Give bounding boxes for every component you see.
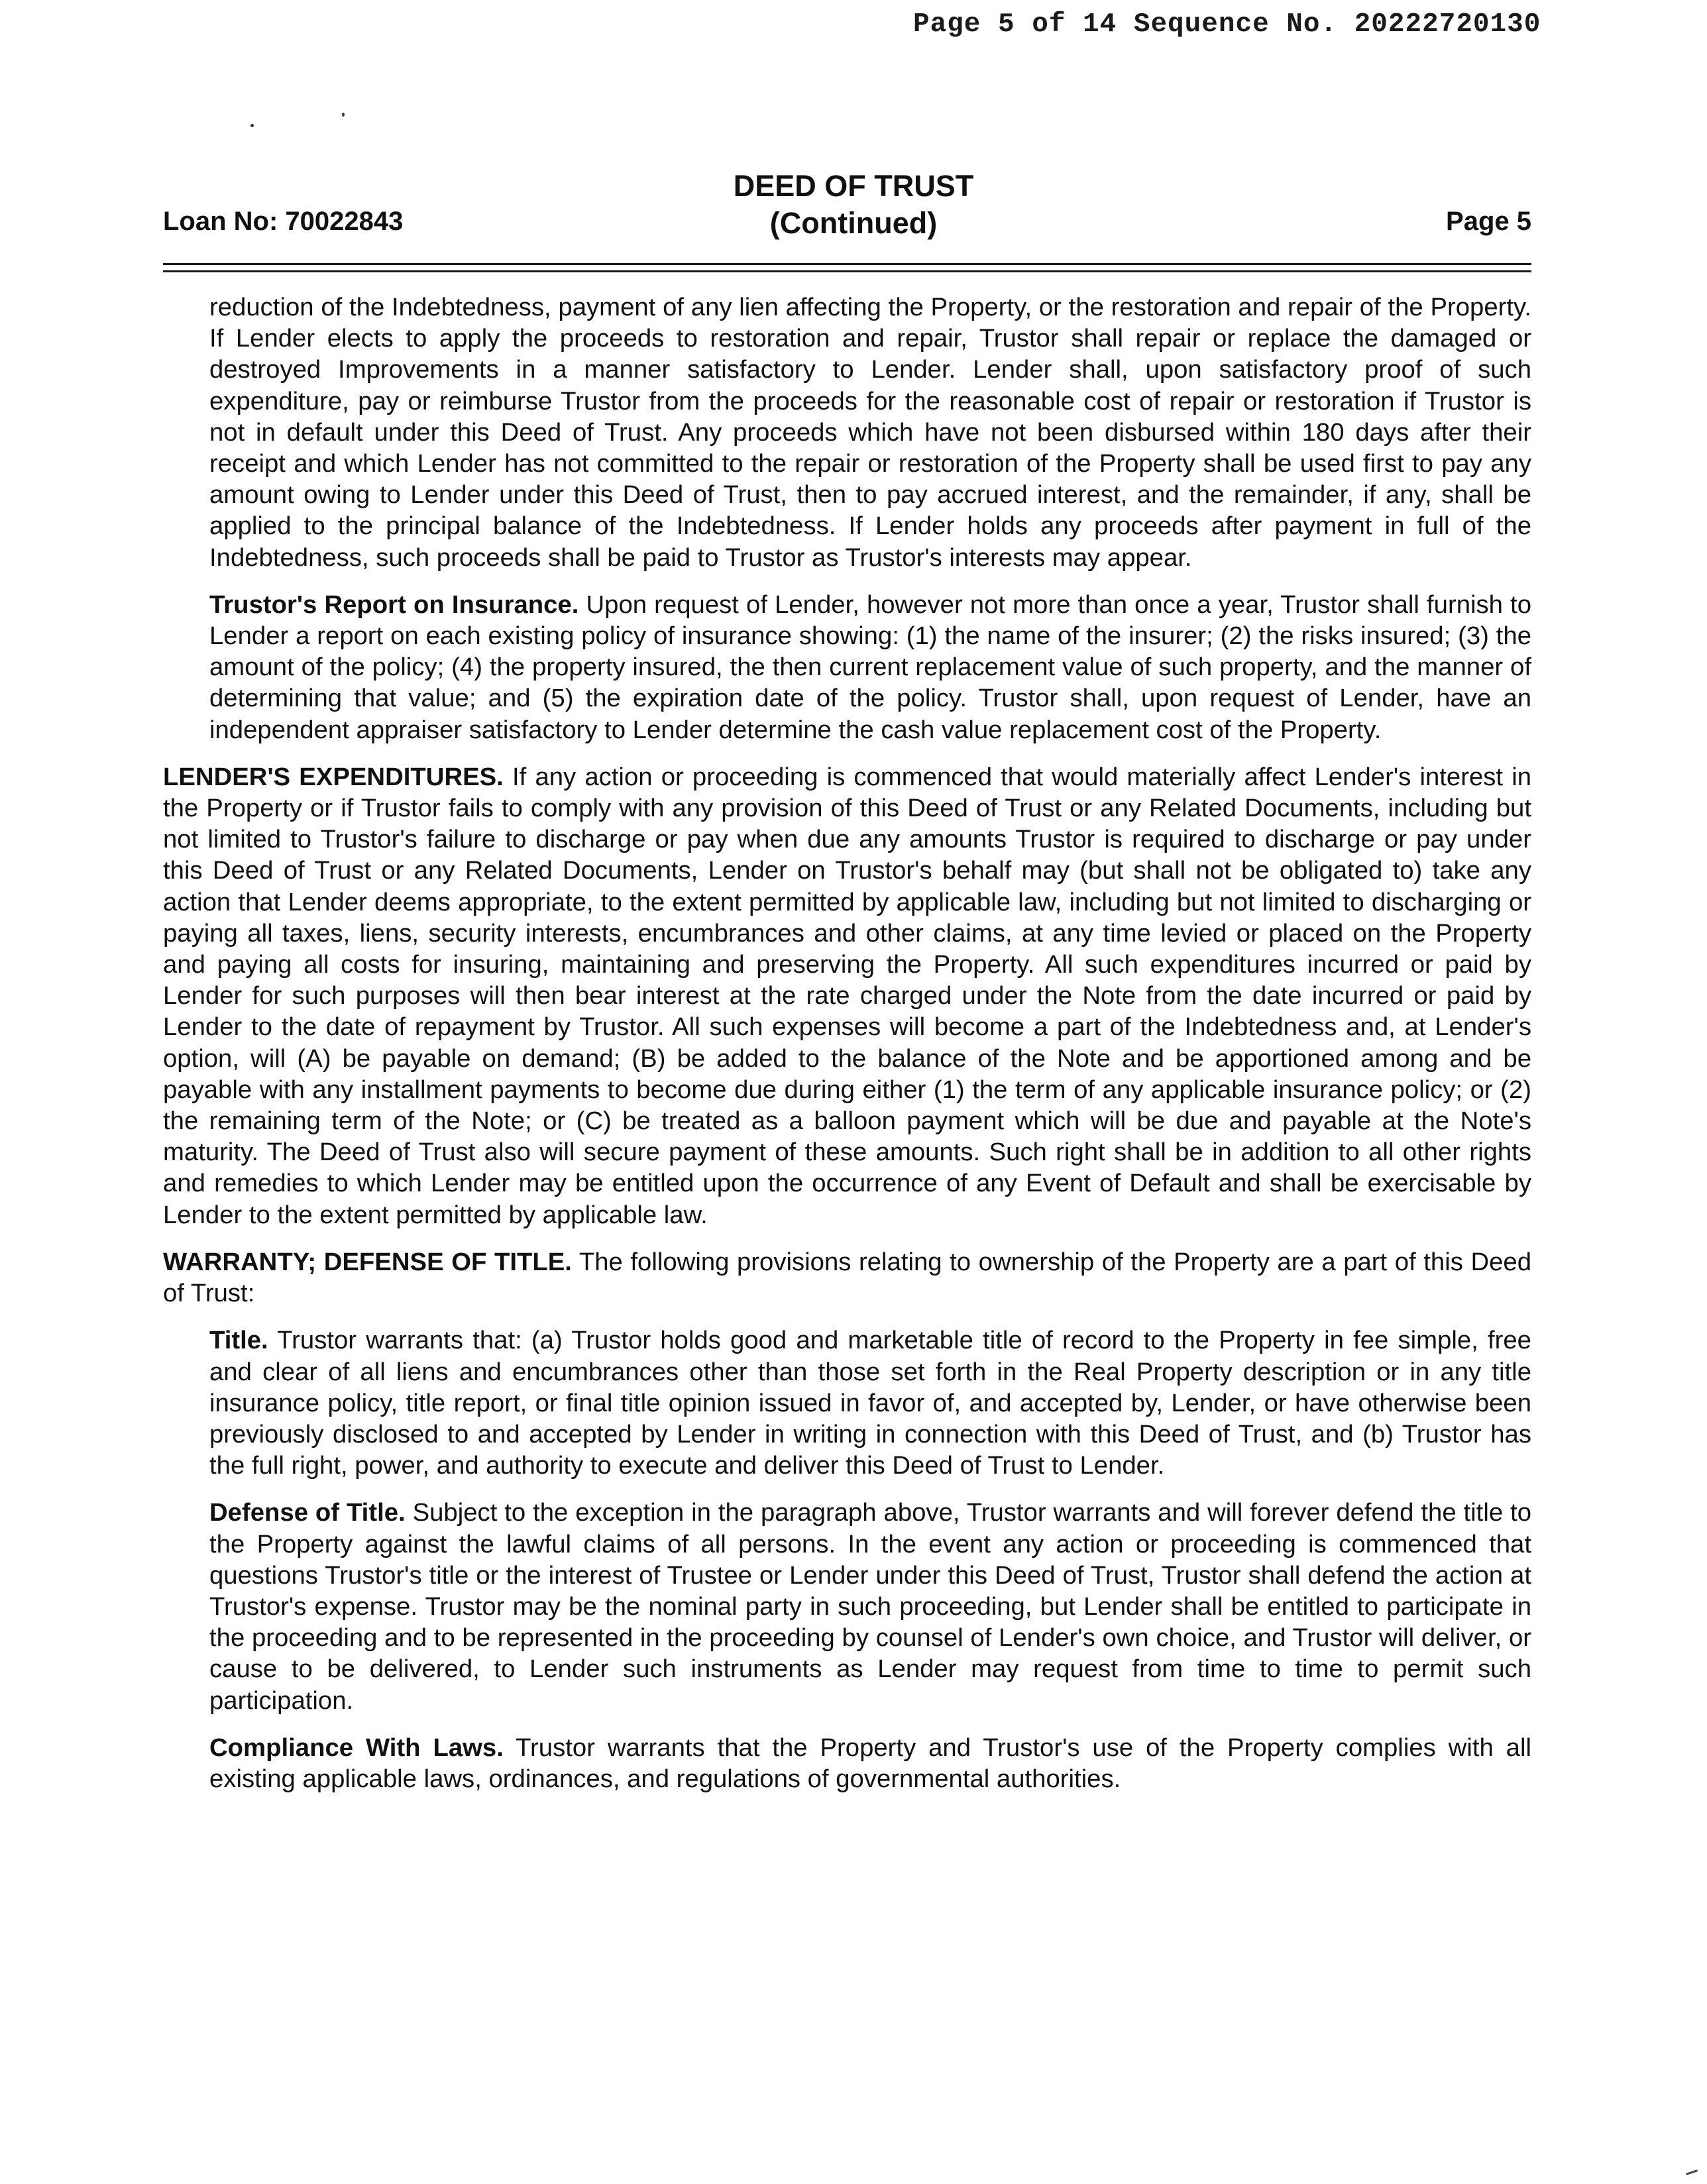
scan-mark: [1686, 2169, 1698, 2175]
section-heading: WARRANTY; DEFENSE OF TITLE.: [163, 1247, 572, 1276]
header-divider-bottom: [163, 270, 1531, 272]
paragraph-text: Subject to the exception in the paragraph above, Trustor warrants and will forever defend the title to the Property against the lawful claims of all persons. In the event any action or proceeding is commenced that questions Trustor's title or the interest of Trustee or Lender under this Deed of Trust, Trustor shall defend the action at Trustor's expense. Trustor may be the nominal party in such proceeding, but Lender shall be entitled to participate in the proceeding and to be represented in the proceeding by counsel of Lender's own choice, and Trustor will deliver, or cause to be delivered, to Lender such instruments as Lender may request from time to time to permit such participation.: [209, 1498, 1531, 1715]
document-title: DEED OF TRUST: [733, 169, 974, 203]
lenders-expenditures-paragraph: [163, 761, 1531, 1230]
paragraph-heading: Compliance With Laws.: [209, 1733, 504, 1762]
insurance-proceeds-paragraph: [209, 292, 1531, 573]
paragraph-text: Trustor warrants that the Property and Trustor's use of the Property complies with all existing applicable laws, ordinances, and regulations of governmental authorities.: [209, 1733, 1531, 1793]
compliance-with-laws-paragraph: [209, 1732, 1531, 1794]
sequence-stamp: Page 5 of 14 Sequence No. 20222720130: [913, 9, 1541, 40]
paragraph-text: reduction of the Indebtedness, payment of any lien affecting the Property, or the restoration and repair of the Property. If Lender elects to apply the proceeds to restoration and repair, Trustor shall repair or replace the damaged or destroyed Improvements in a manner satisfactory to Lender. Lender shall, upon satisfactory proof of such expenditure, pay or reimburse Trustor from the proceeds for the reasonable cost of repair or restoration if Trustor is not in default under this Deed of Trust. Any proceeds which have not been disbursed within 180 days after their receipt and which Lender has not committed to the repair or restoration of the Property shall be used first to pay any amount owing to Lender under this Deed of Trust, then to pay accrued interest, and the remainder, if any, shall be applied to the principal balance of the Indebtedness. If Lender holds any proceeds after payment in full of the Indebtedness, such proceeds shall be paid to Trustor as Trustor's interests may appear.: [209, 293, 1531, 572]
paragraph-text: The following provisions relating to ownership of the Property are a part of this Deed of Trust:: [163, 1247, 1531, 1308]
paragraph-heading: Defense of Title.: [209, 1498, 406, 1527]
scan-speck: [342, 113, 345, 117]
paragraph-heading: Trustor's Report on Insurance.: [209, 590, 579, 619]
insurance-report-paragraph: [209, 589, 1531, 745]
paragraph-text: Trustor warrants that: (a) Trustor holds good and marketable title of record to the Property in fee simple, free and clear of all liens and encumbrances other than those set forth in the Real Property description or in any title insurance policy, title report, or final title opinion issued in favor of, and accepted by, Lender, or have otherwise been previously disclosed to and accepted by Lender in writing in connection with this Deed of Trust, and (b) Trustor has the full right, power, and authority to execute and deliver this Deed of Trust to Lender.: [209, 1326, 1531, 1480]
header-divider-top: [163, 263, 1531, 265]
document-body: [163, 292, 1531, 1810]
title-paragraph: [209, 1325, 1531, 1481]
page-number: Page 5: [1446, 207, 1531, 236]
section-heading: LENDER'S EXPENDITURES.: [163, 762, 504, 791]
defense-of-title-paragraph: [209, 1497, 1531, 1716]
paragraph-heading: Title.: [209, 1326, 268, 1355]
scan-speck: [250, 124, 254, 127]
document-subtitle: (Continued): [769, 206, 938, 240]
paragraph-text: If any action or proceeding is commenced that would materially affect Lender's interest in the Property or if Trustor fails to comply with any provision of this Deed of Trust or any Related Documents, including but not limited to Trustor's failure to discharge or pay when due any amounts Trustor is required to discharge or pay under this Deed of Trust or any Related Documents, Lender on Trustor's behalf may (but shall not be obligated to) take any action that Lender deems appropriate, to the extent permitted by applicable law, including but not limited to discharging or paying all taxes, liens, security interests, encumbrances and other claims, at any time levied or placed on the Property and paying all costs for insuring, maintaining and preserving the Property. All such expenditures incurred or paid by Lender for such purposes will then bear interest at the rate charged under the Note from the date incurred or paid by Lender to the date of repayment by Trustor. All such expenses will become a part of the Indebtedness and, at Lender's option, will (A) be payable on demand; (B) be added to the balance of the Note and be apportioned among and be payable with any installment payments to become due during either (1) the term of any applicable insurance policy; or (2) the remaining term of the Note; or (C) be treated as a balloon payment which will be due and payable at the Note's maturity. The Deed of Trust also will secure payment of these amounts. Such right shall be in addition to all other rights and remedies to which Lender may be entitled upon the occurrence of any Event of Default and shall be exercisable by Lender to the extent permitted by applicable law.: [163, 762, 1531, 1229]
loan-number: Loan No: 70022843: [163, 207, 404, 236]
paragraph-text: Upon request of Lender, however not more than once a year, Trustor shall furnish to Lender a report on each existing policy of insurance showing: (1) the name of the insurer; (2) the risks insured; (3) the amount of the policy; (4) the property insured, the then current replacement value of such property, and the manner of determining that value; and (5) the expiration date of the policy. Trustor shall, upon request of Lender, have an independent appraiser satisfactory to Lender determine the cash value replacement cost of the Property.: [209, 590, 1531, 744]
warranty-defense-paragraph: [163, 1246, 1531, 1309]
